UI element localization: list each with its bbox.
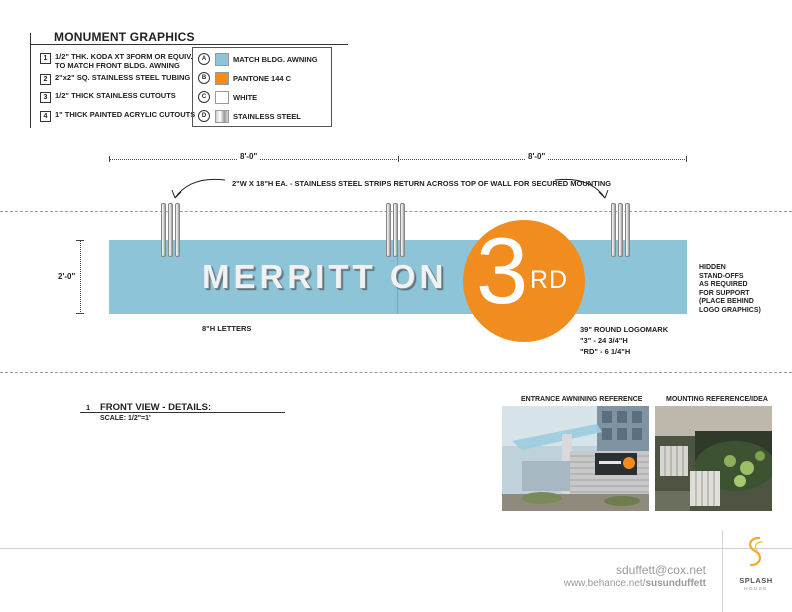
footer-email: sduffett@cox.net bbox=[615, 563, 706, 577]
color-swatch-awning bbox=[215, 53, 229, 66]
note-3 bbox=[40, 92, 200, 103]
logo-numeral: 3 bbox=[476, 218, 529, 323]
dimension-tick bbox=[398, 156, 399, 162]
mounting-note: 2"W X 18"H EA. - STAINLESS STEEL STRIPS RETURN ACROSS TOP OF WALL FOR SECURED MOUNTING bbox=[232, 179, 612, 188]
dimension-tick bbox=[109, 156, 110, 162]
stainless-strip bbox=[386, 203, 391, 257]
footer-url bbox=[553, 578, 706, 589]
dimension-tick bbox=[686, 156, 687, 162]
stainless-strip bbox=[168, 203, 173, 257]
footer-url-prefix: www.behance.net/ bbox=[563, 578, 646, 589]
left-width-label: 8'-0" bbox=[240, 152, 258, 161]
splash-logo-sub: HOUSE bbox=[744, 586, 768, 591]
sign-letters: MERRITT ON bbox=[202, 258, 448, 295]
note-text: 2"x2" SQ. STAINLESS STEEL TUBING bbox=[55, 73, 191, 82]
right-arrow-head bbox=[599, 190, 608, 198]
legend-vertical-rule bbox=[30, 33, 31, 128]
standoff-note: HIDDEN STAND-OFFS AS REQUIRED FOR SUPPORT (PLACE BEHIND LOGO GRAPHICS) bbox=[699, 264, 761, 314]
left-arrow-curve bbox=[175, 179, 225, 198]
color-row-a bbox=[198, 52, 318, 66]
dimension-tick bbox=[76, 240, 84, 241]
stainless-bracket bbox=[611, 203, 630, 257]
letters-note: 8"H LETTERS bbox=[202, 324, 252, 333]
stainless-strip bbox=[611, 203, 616, 257]
logomark-note: 39" ROUND LOGOMARK "3" - 24 3/4"H "RD" - 6 1/4"H bbox=[580, 325, 669, 356]
splash-logo-name: SPLASH bbox=[739, 576, 773, 585]
footer-rule bbox=[0, 548, 792, 549]
color-letter: A bbox=[198, 53, 210, 65]
stainless-strip bbox=[393, 203, 398, 257]
stainless-strip bbox=[625, 203, 630, 257]
color-letter: D bbox=[198, 110, 210, 122]
legend-title: MONUMENT GRAPHICS bbox=[54, 30, 195, 44]
note-1 bbox=[40, 53, 200, 70]
color-letter: B bbox=[198, 72, 210, 84]
color-label: STAINLESS STEEL bbox=[233, 111, 301, 121]
height-label: 2'-0" bbox=[58, 272, 76, 281]
stainless-bracket bbox=[161, 203, 180, 257]
note-number: 3 bbox=[40, 92, 51, 103]
view-scale: SCALE: 1/2"=1' bbox=[100, 415, 151, 422]
stainless-strip bbox=[161, 203, 166, 257]
note-number: 4 bbox=[40, 111, 51, 122]
mounting-reference-photo bbox=[655, 406, 772, 511]
stainless-strip bbox=[618, 203, 623, 257]
height-dimension-line bbox=[80, 240, 81, 314]
color-letter: C bbox=[198, 91, 210, 103]
stainless-strip bbox=[400, 203, 405, 257]
wall-bottom-line bbox=[0, 372, 792, 373]
right-width-label: 8'-0" bbox=[528, 152, 546, 161]
color-swatch-stainless bbox=[215, 110, 229, 123]
entrance-photo-title: ENTRANCE AWNINING REFERENCE bbox=[521, 396, 643, 403]
note-2 bbox=[40, 74, 200, 85]
color-swatch-pantone bbox=[215, 72, 229, 85]
note-text: 1/2" THICK STAINLESS CUTOUTS bbox=[55, 91, 176, 100]
color-label: PANTONE 144 C bbox=[233, 73, 292, 83]
logo-suffix: RD bbox=[530, 266, 569, 294]
note-text: 1/2" THK. KODA XT 3FORM OR EQUIV. TO MATCH FRONT BLDG. AWNING bbox=[55, 52, 193, 70]
view-title-rule bbox=[80, 412, 285, 413]
color-swatch-white bbox=[215, 91, 229, 104]
note-4 bbox=[40, 111, 200, 122]
footer-divider bbox=[722, 530, 723, 612]
note-text: 1" THICK PAINTED ACRYLIC CUTOUTS bbox=[55, 110, 196, 119]
color-row-b bbox=[198, 71, 291, 85]
color-row-d bbox=[198, 109, 301, 123]
color-label: MATCH BLDG. AWNING bbox=[233, 54, 318, 64]
color-row-c bbox=[198, 90, 257, 104]
view-number: 1 bbox=[86, 403, 91, 412]
entrance-reference-photo bbox=[502, 406, 649, 511]
mounting-photo-title: MOUNTING REFERENCE/IDEA bbox=[666, 396, 768, 403]
note-number: 2 bbox=[40, 74, 51, 85]
stainless-strip bbox=[175, 203, 180, 257]
stainless-bracket bbox=[386, 203, 405, 257]
footer-url-suffix: susunduffett bbox=[645, 578, 706, 589]
legend-rule bbox=[30, 44, 348, 45]
dimension-tick bbox=[76, 313, 84, 314]
note-number: 1 bbox=[40, 53, 51, 64]
splash-logo-icon bbox=[743, 535, 767, 569]
color-label: WHITE bbox=[233, 92, 258, 102]
left-arrow-head bbox=[172, 190, 181, 198]
view-title: FRONT VIEW - DETAILS: bbox=[100, 402, 212, 413]
